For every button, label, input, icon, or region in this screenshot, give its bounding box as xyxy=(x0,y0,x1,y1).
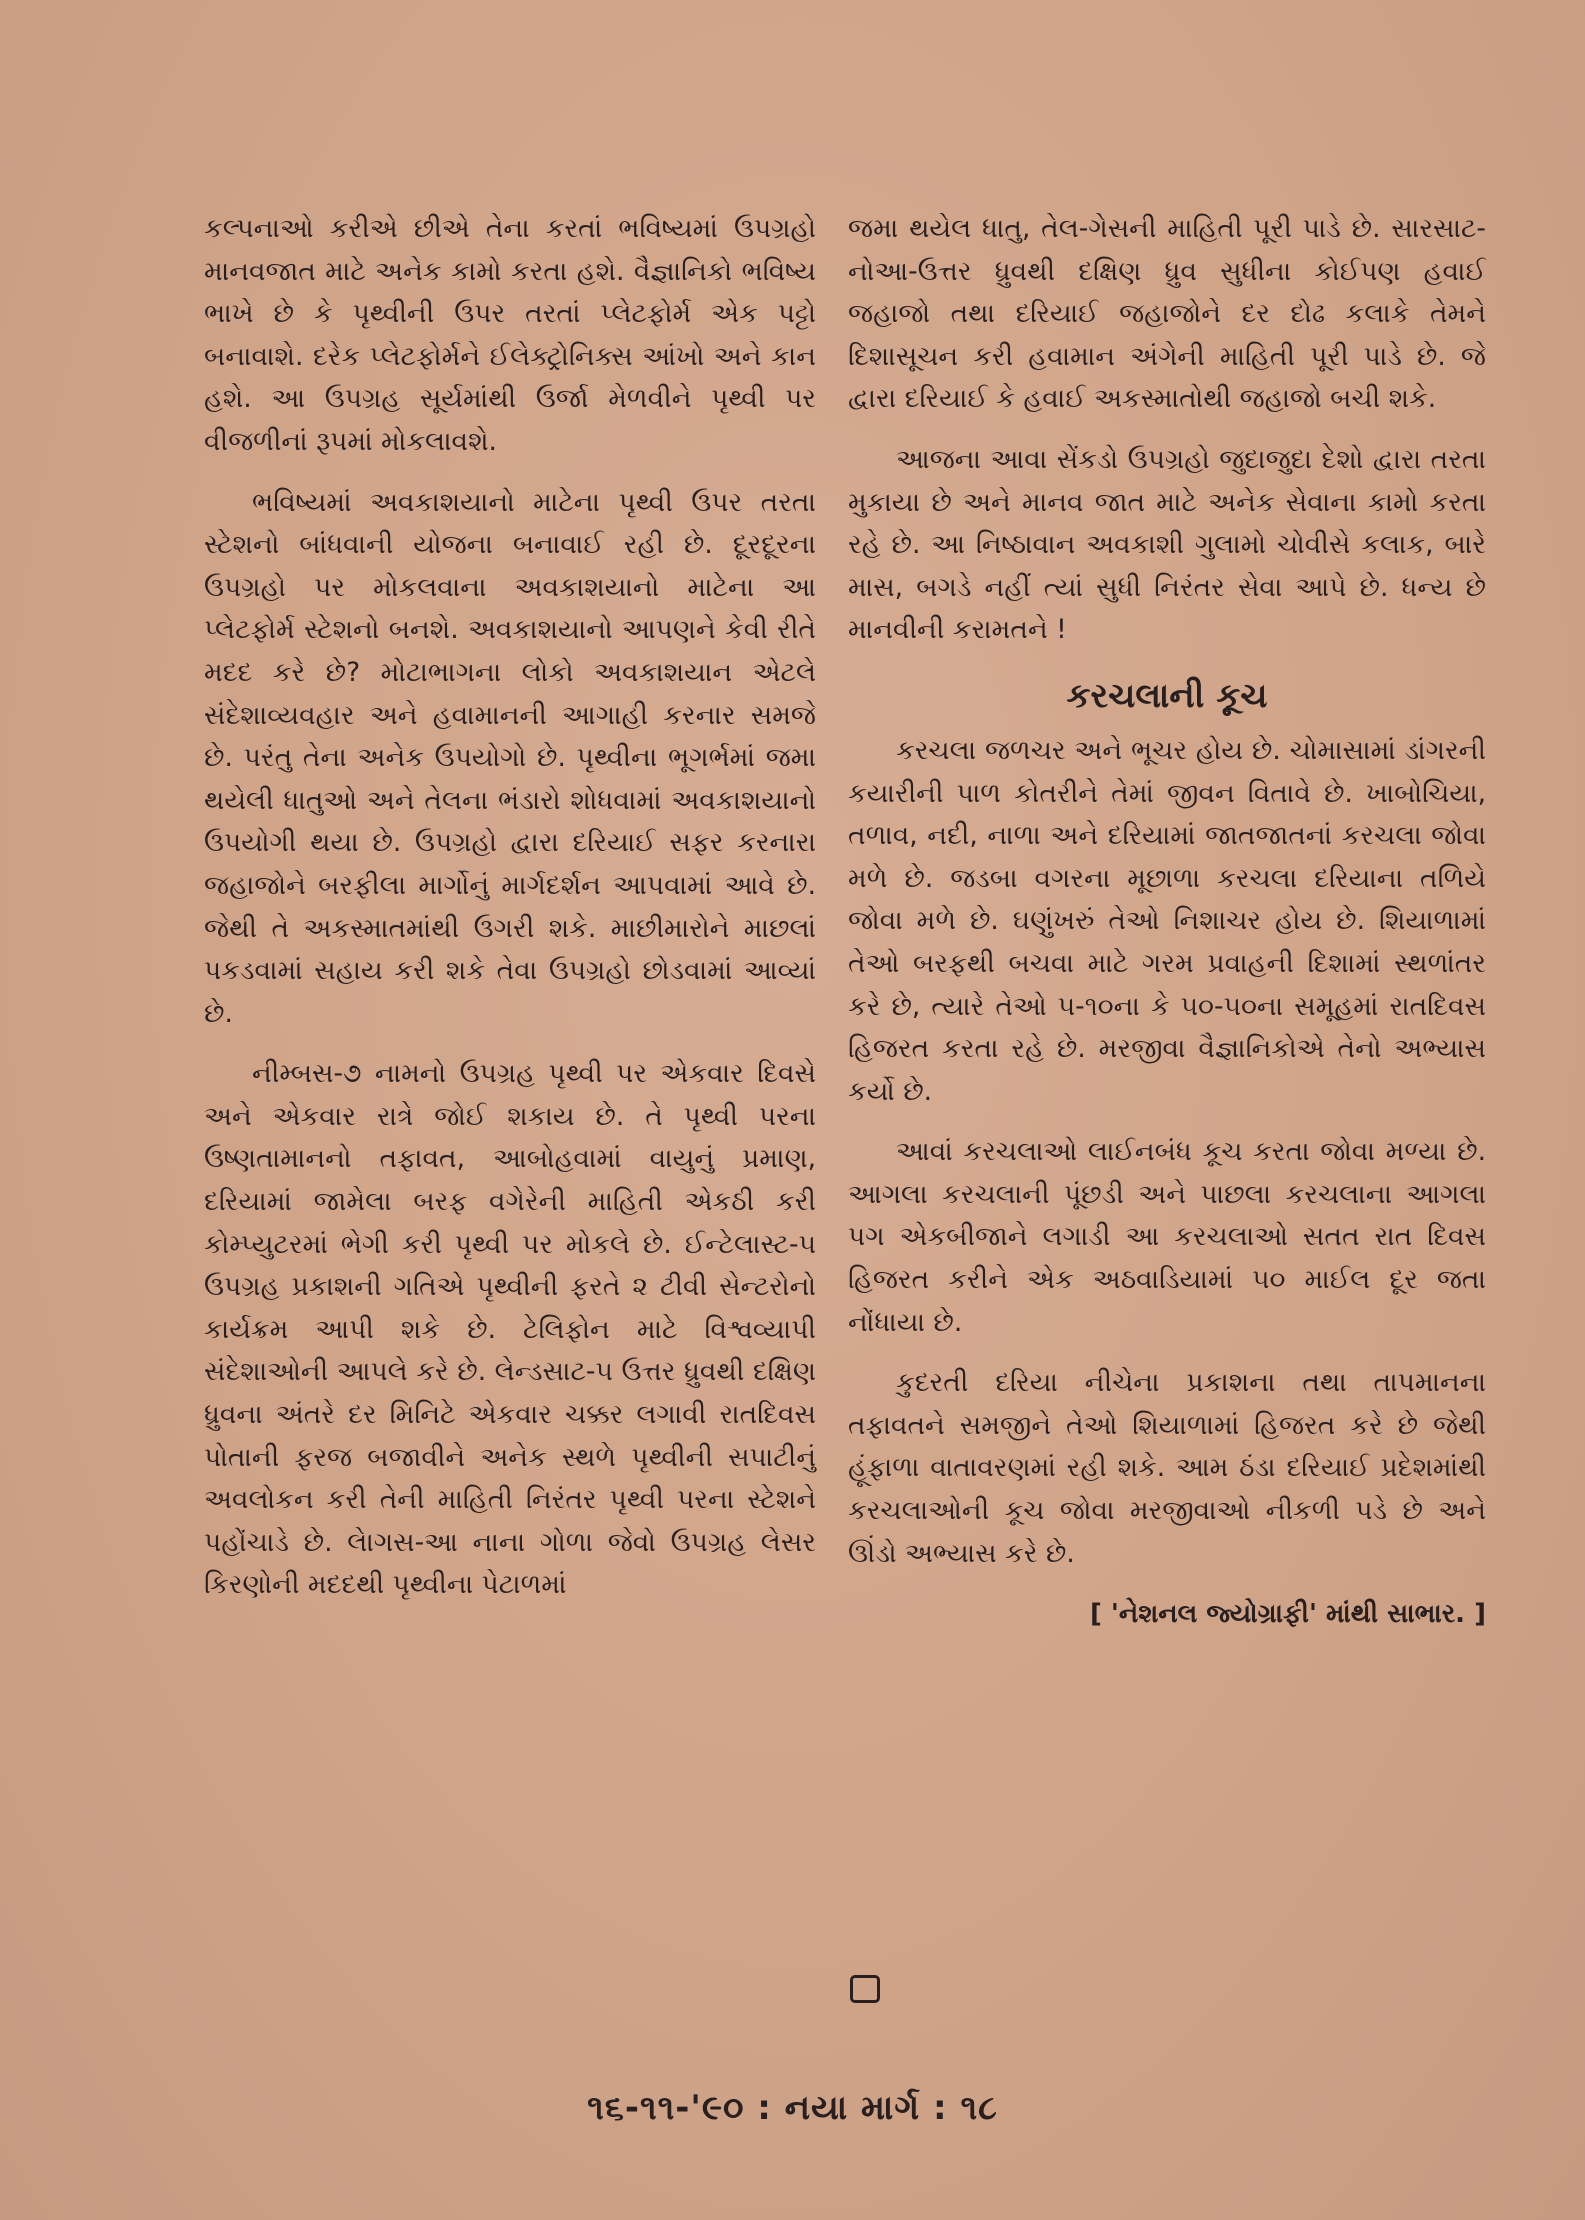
paragraph: ભવિષ્યમાં અવકાશયાનો માટેના પૃથ્વી ઉપર તરતા સ્ટેશનો બાંધવાની યોજના બનાવાઈ રહી છે. દૂરદૂરના ઉપગ્રહો પર મોકલવાના અવકાશયાનો માટેના આ પ્લેટફોર્મ સ્ટેશનો બનશે. અવકાશયાનો આપણને કેવી રીતે મદદ કરે છે? મોટાભાગના લોકો અવકાશયાન એટલે સંદેશાવ્યવહાર અને હવામાનની આગાહી કરનાર સમજે છે. પરંતુ તેના અનેક ઉપયોગો છે. પૃથ્વીના ભૂગર્ભમાં જમા થયેલી ધાતુઓ અને તેલના ભંડારો શોધવામાં અવકાશયાનો ઉપયોગી થયા છે. ઉપગ્રહો દ્વારા દરિયાઈ સફર કરનારા જહાજોને બરફીલા માર્ગોનું માર્ગદર્શન આપવામાં આવે છે. જેથી તે અકસ્માતમાંથી ઉગરી શકે. માછીમારોને માછલાં પકડવામાં સહાય કરી શકે તેવા ઉપગ્રહો છોડવામાં આવ્યાં છે. xyxy=(204,486,816,1029)
paragraph: આવાં કરચલાઓ લાઈનબંધ કૂચ કરતા જોવા મળ્યા છે. આગલા કરચલાની પૂંછડી અને પાછલા કરચલાના આગલા પગ એકબીજાને લગાડી આ કરચલાઓ સતત રાત દિવસ હિજરત કરીને એક અઠવાડિયામાં ૫૦ માઈલ દૂર જતા નોંધાયા છે. xyxy=(848,1136,1486,1338)
end-mark-icon xyxy=(850,1975,880,2003)
left-column xyxy=(204,208,816,1625)
paragraph: કુદરતી દરિયા નીચેના પ્રકાશના તથા તાપમાનના તફાવતને સમજીને તેઓ શિયાળામાં હિજરત કરે છે જેથી હૂંફાળા વાતાવરણમાં રહી શકે. આમ ઠંડા દરિયાઈ પ્રદેશમાંથી કરચલાઓની કૂચ જોવા મરજીવાઓ નીકળી પડે છે અને ઊંડો અભ્યાસ કરે છે. xyxy=(848,1367,1486,1569)
source-credit: [ 'નેશનલ જ્યોગ્રાફી' માંથી સાભાર. ] xyxy=(1089,1599,1486,1630)
paragraph: કરચલા જળચર અને ભૂચર હોય છે. ચોમાસામાં ડાંગરની કયારીની પાળ કોતરીને તેમાં જીવન વિતાવે છે. ખાબોચિયા, તળાવ, નદી, નાળા અને દરિયામાં જાતજાતનાં કરચલા જોવા મળે છે. જડબા વગરના મૂછાળા કરચલા દરિયાના તળિયે જોવા મળે છે. ઘણુંખરું તેઓ નિશાચર હોય છે. શિયાળામાં તેઓ બરફથી બચવા માટે ગરમ પ્રવાહની દિશામાં સ્થળાંતર કરે છે, ત્યારે તેઓ ૫-૧૦ના કે ૫૦-૫૦ના સમૂહમાં રાતદિવસ હિજરત કરતા રહે છે. મરજીવા વૈજ્ઞાનિકોએ તેનો અભ્યાસ કર્યો છે. xyxy=(848,734,1486,1107)
paragraph: કલ્પનાઓ કરીએ છીએ તેના કરતાં ભવિષ્યમાં ઉપગ્રહો માનવજાત માટે અનેક કામો કરતા હશે. વૈજ્ઞાનિકો ભવિષ્ય ભાખે છે કે પૃથ્વીની ઉપર તરતાં પ્લેટફોર્મ એક પટ્ટો બનાવાશે. દરેક પ્લેટફોર્મને ઈલેક્ટ્રોનિક્સ આંખો અને કાન હશે. આ ઉપગ્રહ સૂર્યમાંથી ઉર્જા મેળવીને પૃથ્વી પર વીજળીનાં રૂપમાં મોકલાવશે. xyxy=(204,213,816,457)
page-footer: ૧૬-૧૧-'૯૦ : નયા માર્ગ : ૧૮ xyxy=(587,2088,998,2128)
paragraph: જમા થયેલ ધાતુ, તેલ-ગેસની માહિતી પૂરી પાડે છે. સારસાટ-નોઆ-ઉત્તર ધ્રુવથી દક્ષિણ ધ્રુવ સુધીના કોઈપણ હવાઈ જહાજો તથા દરિયાઈ જહાજોને દર દોઢ કલાકે તેમને દિશાસૂચન કરી હવામાન અંગેની માહિતી પૂરી પાડે છે. જે દ્વારા દરિયાઈ કે હવાઈ અકસ્માતોથી જહાજો બચી શકે. xyxy=(848,213,1486,415)
section-heading: કરચલાની કૂચ xyxy=(1066,675,1268,716)
paragraph: આજના આવા સેંકડો ઉપગ્રહો જુદાજુદા દેશો દ્વારા તરતા મુકાયા છે અને માનવ જાત માટે અનેક સેવાના કામો કરતા રહે છે. આ નિષ્ઠાવાન અવકાશી ગુલામો ચોવીસે કલાક, બારે માસ, બગડે નહીં ત્યાં સુધી નિરંતર સેવા આપે છે. ધન્ય છે માનવીની કરામતને ! xyxy=(848,443,1486,646)
paragraph: નીમ્બસ-૭ નામનો ઉપગ્રહ પૃથ્વી પર એકવાર દિવસે અને એકવાર રાત્રે જોઈ શકાય છે. તે પૃથ્વી પરના ઉષ્ણતામાનનો તફાવત, આબોહવામાં વાયુનું પ્રમાણ, દરિયામાં જામેલા બરફ વગેરેની માહિતી એકઠી કરી કોમ્પ્યુટરમાં ભેગી કરી પૃથ્વી પર મોકલે છે. ઈન્ટેલાસ્ટ-૫ ઉપગ્રહ પ્રકાશની ગતિએ પૃથ્વીની ફરતે ૨ ટીવી સેન્ટરોનો કાર્યક્રમ આપી શકે છે. ટેલિફોન માટે વિશ્વવ્યાપી સંદેશાઓની આપલે કરે છે. લેન્ડસાટ-૫ ઉત્તર ધ્રુવથી દક્ષિણ ધ્રુવના અંતરે દર મિનિટે એકવાર ચક્કર લગાવી રાતદિવસ પોતાની ફરજ બજાવીને અનેક સ્થળે પૃથ્વીની સપાટીનું અવલોકન કરી તેની માહિતી નિરંતર પૃથ્વી પરના સ્ટેશને પહોંચાડે છે. લેાગસ-આ નાના ગોળા જેવો ઉપગ્રહ લેસર કિરણોની મદદથી પૃથ્વીના પેટાળમાં xyxy=(204,1058,816,1601)
right-column xyxy=(848,208,1486,1636)
